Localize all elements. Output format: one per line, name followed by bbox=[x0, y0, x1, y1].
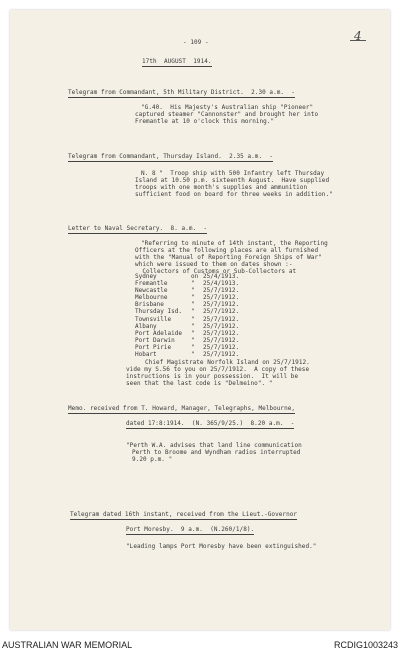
entry-2-line-2: Island at 10.50 p.m. sixteenth August. Have supplied bbox=[135, 177, 330, 184]
letter-tail-line-4: seen that the last code is "Delmeino". " bbox=[126, 380, 273, 387]
letter-tail-line-3: instructions is in your possession. It will be bbox=[126, 373, 299, 380]
memo-line-1: "Perth W.A. advises that land line communication bbox=[126, 442, 302, 449]
entry-2-line-3: troops with one month's supplies and ammunition bbox=[135, 184, 308, 191]
telegram-last-body: "Leading lamps Port Moresby have been extinguished." bbox=[126, 543, 317, 550]
handwritten-page-number: 4 bbox=[350, 33, 366, 41]
entry-1-line-2: captured steamer "Cannonster" and brought her into bbox=[135, 111, 319, 118]
entry-1-line-1: "G.40. His Majesty's Australian ship "Pioneer" bbox=[141, 104, 314, 111]
table-row: Townsville " 25/7/1912. bbox=[135, 315, 240, 323]
table-row: Sydney on 25/4/1913. bbox=[135, 273, 240, 280]
table-row: Albany " 25/7/1912. bbox=[135, 322, 240, 330]
entry-3-heading: Letter to Naval Secretary. 8. a.m. - bbox=[68, 225, 208, 232]
table-row: Port Darwin " 25/7/1912. bbox=[135, 336, 240, 344]
entry-2-heading: Telegram from Commandant, Thursday Island. 2.35 a.m. - bbox=[68, 153, 274, 160]
table-row: Fremantle " 25/4/1913. bbox=[135, 280, 240, 288]
entry-3-line-3: with the "Manual of Reporting Foreign Ships of War" bbox=[135, 254, 322, 261]
letter-tail-line-2: vide my S.56 to you on 25/7/1912. A copy of these bbox=[126, 366, 310, 373]
memo-line-2: Perth to Broome and Wyndham radios interrupted bbox=[132, 449, 301, 456]
date-heading: 17th AUGUST 1914. bbox=[142, 58, 212, 65]
entry-1-line-3: Fremantle at 10 o'clock this morning." bbox=[135, 118, 275, 125]
memo-dated: dated 17:8:1914. (N. 365/9/25.) 8.20 a.m. - bbox=[126, 420, 295, 427]
footer-source: AUSTRALIAN WAR MEMORIAL bbox=[2, 640, 133, 650]
telegram-last-heading: Telegram dated 16th instant, received from the Lieut.-Governor bbox=[70, 511, 298, 518]
table-row: Port Adelaide " 25/7/1912. bbox=[135, 329, 240, 337]
page-number: - 109 - bbox=[183, 39, 209, 46]
ports-table bbox=[135, 273, 263, 358]
entry-3-line-2: Officers at the following places are all furnished bbox=[135, 247, 319, 254]
entry-2-line-1: N. 8 " Troop ship with 500 Infantry left Thursday bbox=[141, 170, 325, 177]
telegram-last-sub: Port Moresby. 9 a.m. (N.260/1/8). bbox=[126, 526, 255, 533]
memo-line-3: 9.20 p.m. " bbox=[132, 456, 173, 463]
table-row: Newcastle " 25/7/1912. bbox=[135, 287, 240, 295]
entry-2-line-4: sufficient food on board for three weeks in addition." bbox=[135, 191, 333, 198]
entry-3-line-5: Collectors of Customs or Sub-Collectors at bbox=[135, 268, 297, 275]
entry-1-heading: Telegram from Commandant, 5th Military District. 2.30 a.m. - bbox=[68, 89, 296, 96]
table-row: Hobart " 25/7/1912. bbox=[135, 351, 240, 359]
entry-3-line-1: "Referring to minute of 14th instant, the Reporting bbox=[141, 240, 328, 247]
table-row: Melbourne " 25/7/1912. bbox=[135, 294, 240, 302]
footer-id: RCDIG1003243 bbox=[333, 640, 398, 650]
letter-tail-line-1: Chief Magistrate Norfolk Island on 25/7/1912. bbox=[145, 359, 310, 366]
table-row: Thursday Isd. " 25/7/1912. bbox=[135, 308, 240, 316]
table-row: Brisbane " 25/7/1912. bbox=[135, 301, 240, 309]
memo-heading: Memo. received from T. Howard, Manager, Telegraphs, Melbourne, bbox=[68, 405, 296, 412]
entry-3-line-4: which were issued to them on dates shown :- bbox=[135, 261, 293, 268]
table-row: Port Pirie " 25/7/1912. bbox=[135, 343, 240, 351]
